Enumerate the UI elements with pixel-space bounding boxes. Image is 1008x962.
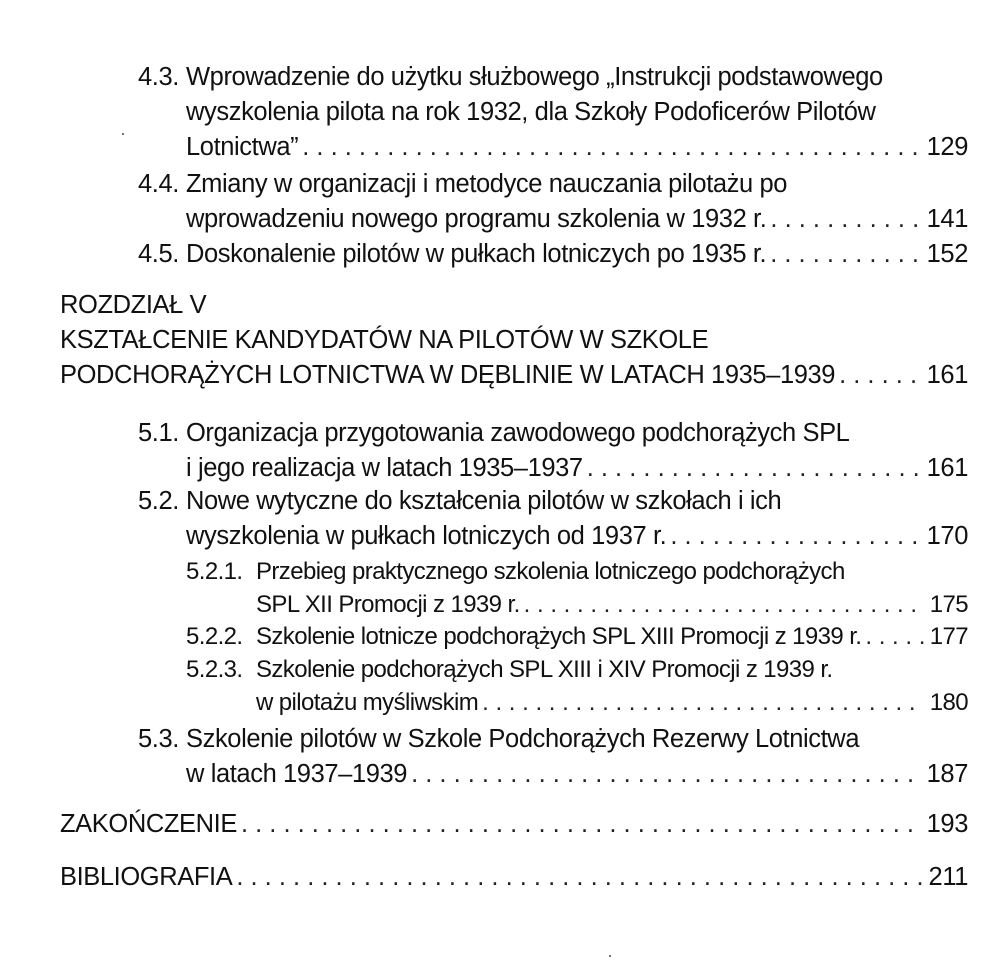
scan-speck [122, 133, 124, 135]
entry-number: 4.4. [138, 170, 179, 198]
dot-leader [482, 686, 924, 719]
page-number: 170 [926, 522, 968, 550]
toc-chapter-5[interactable] [60, 288, 968, 393]
entry-number: 5.2.3. [186, 656, 243, 683]
entry-number: 4.5. [138, 240, 179, 268]
dot-leader [770, 237, 920, 272]
entry-title-line: wyszkolenia w pułkach lotniczych od 1937 r. [186, 522, 667, 550]
chapter-title-line: PODCHORĄŻYCH LOTNICTWA W DĘBLINIE W LATACH 1935–1939 [60, 361, 836, 389]
entry-title-line: Wprowadzenie do użytku służbowego „Instrukcji podstawowego [186, 63, 883, 91]
toc-entry-5-2-3[interactable] [186, 653, 968, 719]
entry-number: 4.3. [138, 63, 179, 91]
page-number: 129 [926, 133, 968, 161]
page-number: 141 [926, 205, 968, 233]
entry-title: ZAKOŃCZENIE [60, 810, 237, 838]
chapter-title-line: KSZTAŁCENIE KANDYDATÓW NA PILOTÓW W SZKOLE [60, 326, 709, 354]
entry-title-line: wyszkolenia pilota na rok 1932, dla Szkoły Podoficerów Pilotów [186, 98, 876, 126]
page-number: 175 [929, 591, 968, 618]
dot-leader [770, 202, 920, 237]
toc-entry-5-2-1[interactable] [186, 555, 968, 621]
dot-leader [524, 588, 924, 621]
entry-title-line: Szkolenie lotnicze podchorążych SPL XIII Promocji z 1939 r. [256, 623, 862, 650]
dot-leader [670, 519, 920, 554]
page-number: 161 [926, 361, 968, 389]
toc-entry-5-3[interactable] [138, 722, 968, 792]
toc-entry-4-4[interactable] [138, 167, 968, 237]
page-number: 193 [926, 810, 968, 838]
entry-title-line: wprowadzeniu nowego programu szkolenia w 1932 r. [186, 205, 767, 233]
dot-leader [411, 757, 921, 792]
scan-speck [609, 955, 611, 957]
dot-leader [587, 451, 921, 486]
entry-number: 5.2.2. [186, 623, 243, 650]
entry-title-line: Szkolenie pilotów w Szkole Podchorążych Rezerwy Lotnictwa [186, 725, 860, 753]
entry-title-line: Szkolenie podchorążych SPL XIII i XIV Promocji z 1939 r. [256, 656, 833, 683]
entry-number: 5.2.1. [186, 558, 243, 585]
dot-leader [839, 358, 921, 393]
page-number: 180 [929, 689, 968, 716]
dot-leader [865, 620, 923, 653]
toc-entry-conclusion[interactable] [60, 807, 968, 842]
entry-number: 5.1. [138, 419, 179, 447]
dot-leader [241, 807, 921, 842]
entry-title: BIBLIOGRAFIA [60, 863, 233, 891]
dot-leader [236, 860, 922, 895]
toc-entry-5-1[interactable] [138, 416, 968, 486]
entry-title-line: Doskonalenie pilotów w pułkach lotniczych po 1935 r. [186, 240, 767, 268]
page-number: 161 [926, 454, 968, 482]
toc-entry-5-2-2[interactable] [186, 620, 968, 653]
toc-entry-5-2[interactable] [138, 484, 968, 554]
entry-title-line: Przebieg praktycznego szkolenia lotniczego podchorążych [256, 558, 845, 585]
entry-title-line: i jego realizacja w latach 1935–1937 [186, 454, 583, 482]
entry-number: 5.3. [138, 725, 179, 753]
entry-title-line: Nowe wytyczne do kształcenia pilotów w szkołach i ich [186, 487, 782, 515]
page-number: 177 [929, 623, 968, 650]
entry-number: 5.2. [138, 487, 179, 515]
dot-leader [302, 130, 920, 165]
toc-entry-bibliography[interactable] [60, 860, 968, 895]
page-number: 152 [926, 240, 968, 268]
toc-entry-4-5[interactable] [138, 237, 968, 272]
entry-title-line: SPL XII Promocji z 1939 r. [256, 591, 520, 618]
entry-title-line: Organizacja przygotowania zawodowego podchorążych SPL [186, 419, 850, 447]
toc-entry-4-3[interactable] [138, 60, 968, 165]
entry-title-line: Zmiany w organizacji i metodyce nauczania pilotażu po [186, 170, 788, 198]
entry-title-line: w latach 1937–1939 [186, 760, 408, 788]
chapter-label: ROZDZIAŁ V [60, 291, 207, 319]
entry-title-line: Lotnictwa” [186, 133, 299, 161]
page-number: 211 [928, 863, 968, 891]
page-number: 187 [926, 760, 968, 788]
entry-title-line: w pilotażu myśliwskim [256, 689, 479, 716]
